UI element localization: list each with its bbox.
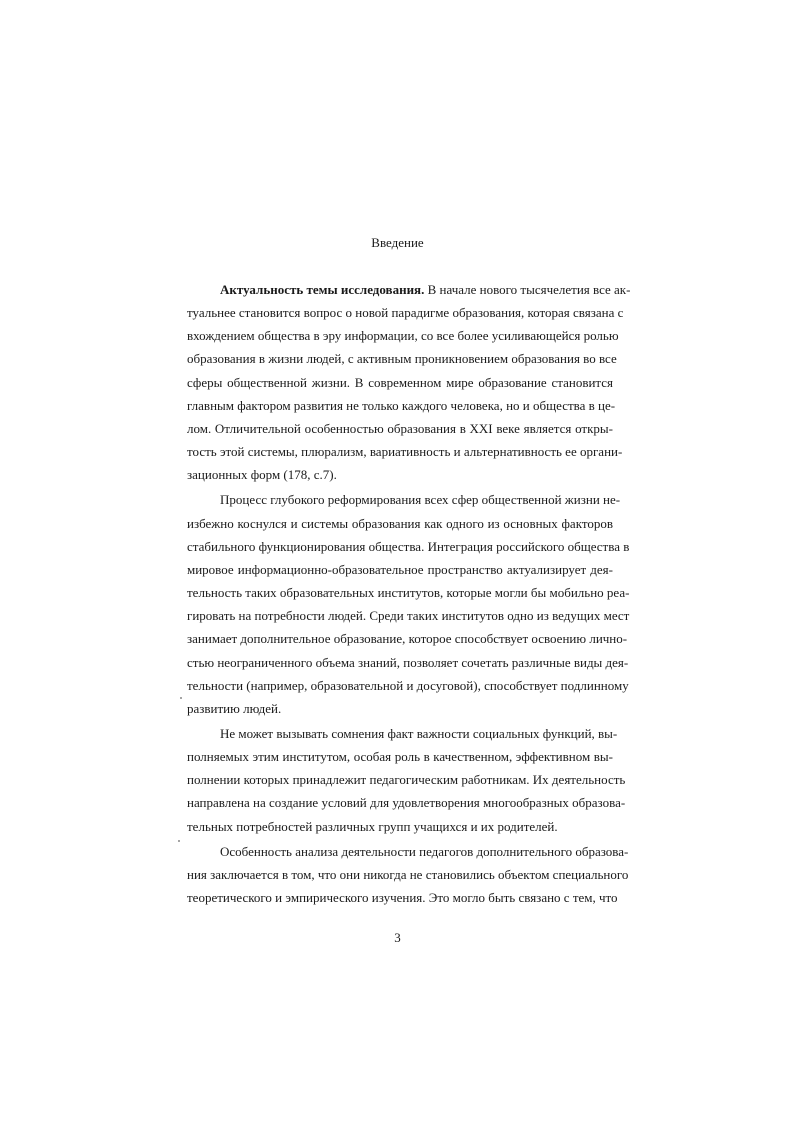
paragraph-3-line: полнении которых принадлежит педагогическим работникам. Их деятельность: [187, 772, 626, 788]
paragraph-1-line: туальнее становится вопрос о новой парадигме образования, которая связана с: [187, 305, 624, 321]
body-text: [187, 278, 631, 909]
paragraph-4-line: Особенность анализа деятельности педагогов дополнительного образова-: [220, 843, 629, 859]
paragraph-1-line-1-rest: В начале нового тысячелетия все ак-: [424, 282, 631, 297]
paragraph-3-line: направлена на создание условий для удовлетворения многообразных образова-: [187, 795, 626, 811]
paragraph-2-line: стью неограниченного объема знаний, позволяет сочетать различные виды дея-: [187, 654, 629, 670]
paragraph-4-line: ния заключается в том, что они никогда не становились объектом специального: [187, 866, 629, 882]
paragraph-3-line: полняемых этим институтом, особая роль в качественном, эффективном вы-: [187, 749, 613, 765]
page-heading: Введение: [371, 235, 424, 250]
paragraph-2-line: развитию людей.: [187, 700, 282, 716]
paragraph-2-line: стабильного функционирования общества. Интеграция российского общества в: [187, 538, 630, 554]
scan-speck: [180, 697, 182, 699]
paragraph-2-line: мировое информационно-образовательное пространство актуализирует дея-: [187, 561, 613, 577]
paragraph-1-line: вхождением общества в эру информации, со все более усиливающейся ролью: [187, 328, 619, 344]
paragraph-2-line: тельность таких образовательных институтов, которые могли бы мобильно реа-: [187, 585, 630, 601]
paragraph-2-line: тельности (например, образовательной и досуговой), способствует подлинному: [187, 677, 629, 693]
paragraph-2-line: занимает дополнительное образование, которое способствует освоению лично-: [187, 631, 628, 647]
paragraph-1-line: зационных форм (178, с.7).: [187, 467, 337, 483]
scan-speck: [178, 840, 180, 842]
paragraph-1-line: лом. Отличительной особенностью образования в XXI веке является откры-: [187, 420, 613, 436]
paragraph-1-lead: Актуальность темы исследования.: [220, 282, 425, 297]
paragraph-2-line: гировать на потребности людей. Среди таких институтов одно из ведущих мест: [187, 608, 630, 624]
paragraph-1-line: образования в жизни людей, с активным проникновением образования во все: [187, 351, 617, 367]
paragraph-1-line-1: [187, 278, 631, 301]
paragraph-3-line: тельных потребностей различных групп учащихся и их родителей.: [187, 818, 558, 834]
page-number: 3: [394, 930, 401, 945]
paragraph-4-line: теоретического и эмпирического изучения. Это могло быть связано с тем, что: [187, 890, 618, 906]
paragraph-1-line: главным фактором развития не только каждого человека, но и общества в це-: [187, 397, 616, 413]
paragraph-2-line: Процесс глубокого реформирования всех сфер общественной жизни не-: [220, 492, 621, 508]
paragraph-1-line: тость этой системы, плюрализм, вариативность и альтернативность ее органи-: [187, 444, 623, 460]
paragraph-3-line: Не может вызывать сомнения факт важности социальных функций, вы-: [220, 725, 618, 741]
paragraph-1-line: сферы общественной жизни. В современном мире образование становится: [187, 374, 613, 390]
paragraph-2-line: избежно коснулся и системы образования как одного из основных факторов: [187, 515, 613, 531]
